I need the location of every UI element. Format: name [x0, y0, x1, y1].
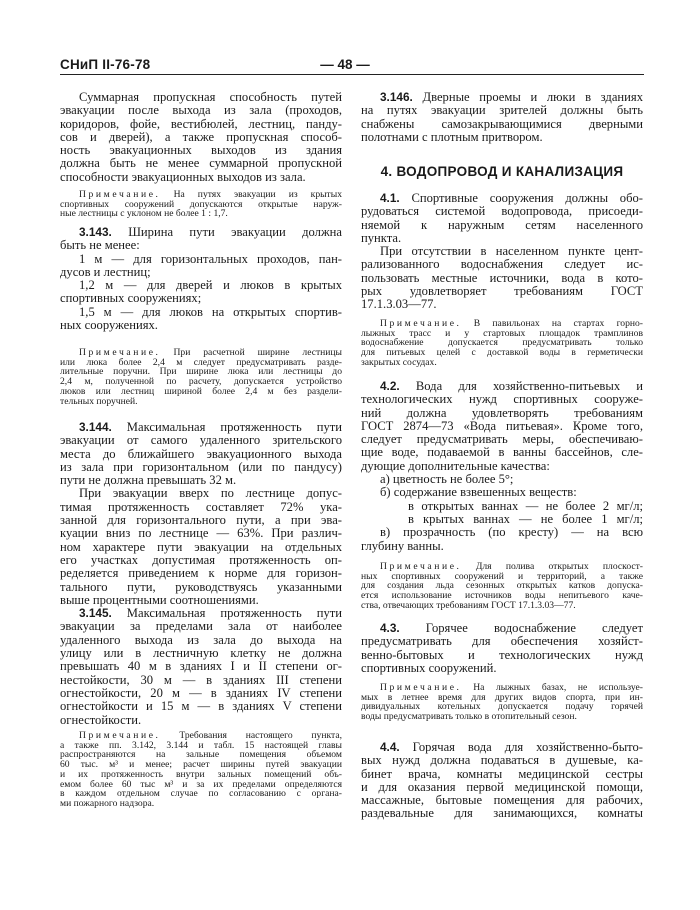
line-text: ределяется приведением к норме для горизон- [60, 566, 342, 581]
text-line [60, 91, 342, 104]
page-number: — 48 — [320, 57, 370, 72]
line-text: нестойкости, 30 м — в зданиях III степени [60, 672, 342, 687]
line-text: сов и дверей), а также пропускная способ- [60, 129, 342, 144]
text-line [60, 171, 342, 184]
line-text: Горячая вода для хозяйственно-быто- [412, 740, 643, 754]
line-text: Максимальная протяженность пути [126, 420, 342, 434]
text-line [60, 448, 342, 461]
line-text: массажные, бытовые помещения для рабочих, [361, 793, 643, 808]
line-text: ные лестницы с уклоном не более 1 : 1,7. [60, 208, 228, 220]
text-line [60, 567, 342, 580]
text-line [60, 527, 342, 540]
line-text: ГОСТ 2874—73 «Вода питьевая». Кроме того, [361, 418, 643, 433]
line-text: рализованного водоснабжения следует ис- [361, 257, 643, 272]
paragraph [60, 279, 342, 306]
text-line [361, 526, 643, 539]
note [361, 683, 643, 722]
line-text: снабжены самозакрывающимися дверными [361, 116, 643, 131]
line-text: следует предусматривать меры, обеспечиваю- [361, 432, 643, 447]
line-text: в) прозрачность (по кресту) — на всю [380, 525, 643, 540]
text-line [60, 319, 342, 332]
line-text: пути не должна превышать 32 м. [60, 473, 237, 488]
text-line [361, 741, 643, 754]
line-text: 17.1.3.03—77. [361, 297, 437, 312]
text-line [361, 420, 643, 433]
line-text: 1,5 м — для люков на открытых спортив- [79, 304, 342, 319]
line-text: рудоваться системой водопровода, присоеди- [361, 204, 643, 219]
text-line [60, 279, 342, 292]
note-label: Примечание. [79, 347, 161, 358]
paragraph [60, 306, 342, 333]
line-text: места до ближайшего эвакуационного выхода [60, 446, 342, 461]
text-line [60, 226, 342, 239]
text-line [60, 397, 342, 407]
line-text: а) цветность не более 5°; [380, 472, 514, 487]
text-line [60, 514, 342, 527]
line-text: Суммарная пропускная способность путей [79, 90, 342, 104]
text-line [60, 118, 342, 131]
line-text: улицу или в лестничную клетку не должна [60, 646, 342, 661]
line-text: лыжных трасс и у стартовых площадок трамплинов [361, 327, 643, 339]
line-text: Для полива открытых плоскост- [475, 561, 643, 572]
text-line [361, 245, 643, 258]
text-line [361, 662, 643, 675]
note [60, 190, 342, 219]
text-line [60, 266, 342, 279]
line-text: а также пп. 3.142, 3.144 и табл. 15 настоящей главы [60, 739, 342, 751]
paragraph [60, 421, 342, 487]
text-line [60, 660, 342, 673]
text-line [60, 700, 342, 713]
line-text: емом более 60 тыс м³ и за их пределами определяются [60, 778, 342, 790]
text-line [361, 500, 643, 513]
text-line [361, 622, 643, 635]
note-label: Примечание. [380, 682, 462, 693]
text-line [361, 473, 643, 486]
line-text: Требования настоящего пункта, [179, 730, 342, 741]
section-heading [361, 164, 643, 179]
text-line [361, 513, 643, 526]
line-text: При расчетной ширине лестницы [173, 347, 342, 358]
clause-3-146 [361, 91, 643, 144]
line-text: спортивных сооружениях; [60, 291, 202, 306]
text-line [361, 768, 643, 781]
note-ski-pavilions [361, 319, 643, 368]
line-text: выше процентными соотношениями. [60, 592, 259, 607]
text-line [361, 540, 643, 553]
line-text: При эвакуации вверх по лестнице допус- [79, 486, 342, 501]
paragraph [361, 192, 643, 245]
text-line [60, 634, 342, 647]
paragraph [361, 622, 643, 675]
line-text: спортивных сооружений допускаются открытые наруж- [60, 198, 342, 210]
text-line [361, 118, 643, 131]
text-line [60, 306, 342, 319]
line-text: тельных поручней. [60, 395, 138, 407]
clause-number: 4.1. [380, 191, 400, 205]
paragraph [60, 226, 342, 253]
line-text: удаленного выхода из зала до выхода на [60, 632, 342, 647]
line-text: воды предусматривать только в отопительный сезон. [361, 711, 577, 723]
paragraph [60, 253, 342, 280]
text-line [361, 104, 643, 117]
text-line [361, 601, 643, 611]
text-line [60, 104, 342, 117]
note-requirements [60, 731, 342, 809]
line-text: способности эвакуационных выходов из зала. [60, 169, 306, 184]
line-text: На лыжных базах, не используе- [473, 682, 643, 693]
line-text: эвакуации от самого удаленного зрительского [60, 433, 342, 448]
text-line [60, 799, 342, 809]
text-line [60, 487, 342, 500]
line-text: Ширина пути эвакуации должна [128, 225, 343, 239]
line-text: Горячее водоснабжение следует [425, 621, 643, 635]
note-label: Примечание. [79, 189, 161, 200]
line-text: щие воде, подаваемой в ванны бассейнов, сле- [361, 445, 643, 460]
paragraph [361, 513, 643, 526]
line-text: технологических нужд спортивных сооруже- [361, 392, 643, 407]
text-line [361, 393, 643, 406]
line-text: рых удовлетворяет требованиям ГОСТ [361, 284, 643, 299]
text-line [361, 219, 643, 232]
line-text: или люка более 2,4 м следует предусматривать разде- [60, 356, 342, 368]
header-rule [60, 74, 644, 75]
text-line [361, 192, 643, 205]
text-line [361, 91, 643, 104]
clause-4-2 [361, 380, 643, 553]
text-line [60, 687, 342, 700]
text-line [60, 157, 342, 170]
text-line [60, 131, 342, 144]
note [60, 731, 342, 809]
text-line [361, 131, 643, 144]
line-text: 1,2 м — для дверей и люков в крытых [79, 278, 342, 293]
line-text: огнестойкости. [60, 712, 142, 727]
line-text: полотнами с плотным притвором. [361, 129, 543, 144]
paragraph [361, 473, 643, 486]
line-text: водоснабжение допускается предусматривать только [361, 337, 643, 349]
line-text: и для оказания первой медицинской помощи, [361, 779, 643, 794]
line-text: В павильонах на стартах горно- [473, 318, 643, 329]
clause-number: 3.144. [79, 420, 112, 434]
line-text: из зала при горизонтальном (или по пандусу) [60, 459, 342, 474]
line-text: его участках допустимая протяженность оп- [60, 552, 342, 567]
line-text: и их протяженность внутри зальных помещений объ- [60, 768, 342, 780]
document-code: СНиП II-76-78 [60, 57, 151, 72]
line-text: тального пути, руководствуясь указанными [60, 579, 342, 594]
line-text: бинет врача, комнаты медицинской сестры [361, 766, 643, 781]
note [361, 562, 643, 611]
clause-number: 4.4. [380, 740, 400, 754]
text-line [60, 620, 342, 633]
line-text: куации вниз по лестнице — 63%. При различ- [60, 526, 342, 541]
line-text: закрытых сосудах. [361, 356, 437, 368]
paragraph [361, 526, 643, 553]
paragraph [361, 380, 643, 473]
text-line [60, 594, 342, 607]
text-line [60, 461, 342, 474]
note-ski-bases [361, 683, 643, 722]
line-text: мых в летнее время для других видов спорта, при ин- [361, 691, 643, 703]
line-text: ность эвакуационных выходов из здания [60, 143, 342, 158]
line-text: дующие дополнительные качества: [361, 458, 550, 473]
line-text: Максимальная протяженность пути [126, 606, 342, 621]
text-line [361, 460, 643, 473]
text-line [361, 358, 643, 368]
text-line [60, 714, 342, 727]
paragraph [60, 91, 342, 184]
text-line [361, 712, 643, 722]
text-line [60, 292, 342, 305]
line-text: в крытых ваннах — не более 1 мг/л; [408, 511, 643, 526]
line-text: ном характере пути эвакуации на отдельных [60, 539, 342, 554]
clause-4-3 [361, 622, 643, 675]
line-text: пункта. [361, 230, 402, 245]
note-label: Примечание. [79, 730, 161, 741]
clause-3-143 [60, 226, 342, 332]
text-line [60, 209, 342, 219]
text-line [361, 380, 643, 393]
paragraph-capacity [60, 91, 342, 184]
line-text: предусматривать для обеспечения хозяйст- [361, 634, 643, 649]
line-text: На путях эвакуации из крытых [173, 189, 342, 200]
clause-number: 4.2. [380, 379, 400, 393]
text-line [361, 205, 643, 218]
line-text: раздевальные для занимающихся, комнаты [361, 806, 643, 821]
text-line [361, 486, 643, 499]
line-text: няемой к наружным сетям населенного [361, 217, 643, 232]
line-text: спортивных сооружений. [361, 660, 497, 675]
paragraph [361, 741, 643, 821]
text-line [361, 794, 643, 807]
line-text: ных сооружениях. [60, 318, 158, 333]
paragraph [361, 486, 643, 499]
line-text: При отсутствии в населенном пункте цент- [380, 244, 643, 259]
line-text: ми пожарного надзора. [60, 797, 155, 809]
line-text: Дверные проемы и люки в зданиях [422, 90, 643, 104]
line-text: ных спортивных сооружений и территорий, а также [361, 570, 643, 582]
line-text: для питьевых целей с доставкой воды в герметически [361, 347, 643, 359]
text-line [361, 232, 643, 245]
text-line [361, 807, 643, 820]
text-line [361, 298, 643, 311]
note-handrails [60, 348, 342, 406]
line-text: в открытых ваннах — не более 2 мг/л; [408, 498, 643, 513]
line-text: ется использование источников воды непитьевого каче- [361, 590, 643, 602]
line-text: Спортивные сооружения должны обо- [411, 191, 643, 205]
line-text: на путях эвакуации зрителей должны быть [361, 103, 643, 118]
clause-number: 3.145. [79, 606, 112, 621]
text-line [60, 674, 342, 687]
note-open-stairs [60, 190, 342, 219]
text-line [60, 554, 342, 567]
line-text: быть не менее: [60, 238, 140, 253]
line-text: для создания льда сезонных открытых катков допуска- [361, 580, 643, 592]
text-line [60, 541, 342, 554]
note [60, 348, 342, 406]
line-text: 1 м — для горизонтальных проходов, пан- [79, 251, 342, 266]
text-line [361, 407, 643, 420]
line-text: ства, отвечающих требованиям ГОСТ 17.1.3.03—77. [361, 599, 576, 611]
text-line [361, 433, 643, 446]
line-text: ний должна удовлетворять требованиям [361, 405, 643, 420]
line-text: эвакуации после выхода из зала (проходов, [60, 103, 342, 118]
text-line [60, 607, 342, 620]
text-line [361, 272, 643, 285]
text-line [60, 253, 342, 266]
line-text: лительные поручни. При ширине люка или лестницы до [60, 366, 342, 378]
text-line [361, 781, 643, 794]
text-line [361, 258, 643, 271]
clause-number: 3.143. [79, 225, 112, 239]
paragraph [361, 91, 643, 144]
line-text: венно-бытовых и технологических нужд [361, 647, 643, 662]
text-line [60, 474, 342, 487]
line-text: 60 тыс. м³ и менее; расчет ширины путей эвакуации [60, 759, 342, 771]
line-text: занной для горизонтального пути, а при эва- [60, 513, 342, 528]
line-text: должна быть не менее суммарной пропускной [60, 156, 342, 171]
line-text: тимая протяженность составляет 72% ука- [60, 499, 342, 514]
line-text: б) содержание взвешенных веществ: [380, 485, 577, 500]
line-text: 2,4 м, полученной по расчету, допускается устройство [60, 376, 342, 388]
clause-4-4 [361, 741, 643, 821]
text-line [60, 501, 342, 514]
line-text: глубину ванны. [361, 538, 444, 553]
line-text: дивидуальных котельных допускается подачу горячей [361, 701, 643, 713]
text-line [60, 434, 342, 447]
text-line [60, 144, 342, 157]
text-line [361, 754, 643, 767]
text-line [60, 239, 342, 252]
line-text: огнестойкости, 20 м — в зданиях IV степени [60, 685, 342, 700]
paragraph [60, 607, 342, 727]
text-line [361, 446, 643, 459]
note-label: Примечание. [380, 561, 462, 572]
clauses-3-144-3-145 [60, 421, 342, 727]
text-line [361, 649, 643, 662]
line-text: люков или лестниц шириной более 2,4 м без раздели- [60, 385, 342, 397]
note-label: Примечание. [380, 318, 462, 329]
line-text: распространяются на зальные помещения объемом [60, 749, 342, 761]
line-text: превышать 40 м в зданиях I и II степени ог- [60, 659, 342, 674]
clause-number: 3.146. [380, 90, 413, 104]
line-text: Вода для хозяйственно-питьевых и [415, 379, 643, 393]
clause-4-1 [361, 192, 643, 312]
text-line [60, 581, 342, 594]
line-text: дусов и лестниц; [60, 264, 151, 279]
line-text: вых нужд должна подаваться в душевые, ка- [361, 753, 643, 768]
text-line [361, 285, 643, 298]
paragraph [60, 487, 342, 607]
note [361, 319, 643, 368]
line-text: коридоров, фойе, вестибюлей, лестниц, панду- [60, 116, 342, 131]
text-line [60, 647, 342, 660]
section-title: 4. ВОДОПРОВОД И КАНАЛИЗАЦИЯ [380, 164, 624, 179]
line-text: пользовать местные источники, вода в кото- [361, 270, 643, 285]
note-non-potable [361, 562, 643, 611]
clause-number: 4.3. [380, 621, 400, 635]
paragraph [361, 500, 643, 513]
text-line [60, 421, 342, 434]
text-line [361, 635, 643, 648]
line-text: эвакуации за пределами зала от наиболее [60, 619, 342, 634]
paragraph [361, 245, 643, 311]
line-text: в каждом отдельном случае по согласованию с органа- [60, 788, 342, 800]
line-text: огнестойкости и 15 м — в зданиях V степени [60, 699, 342, 714]
